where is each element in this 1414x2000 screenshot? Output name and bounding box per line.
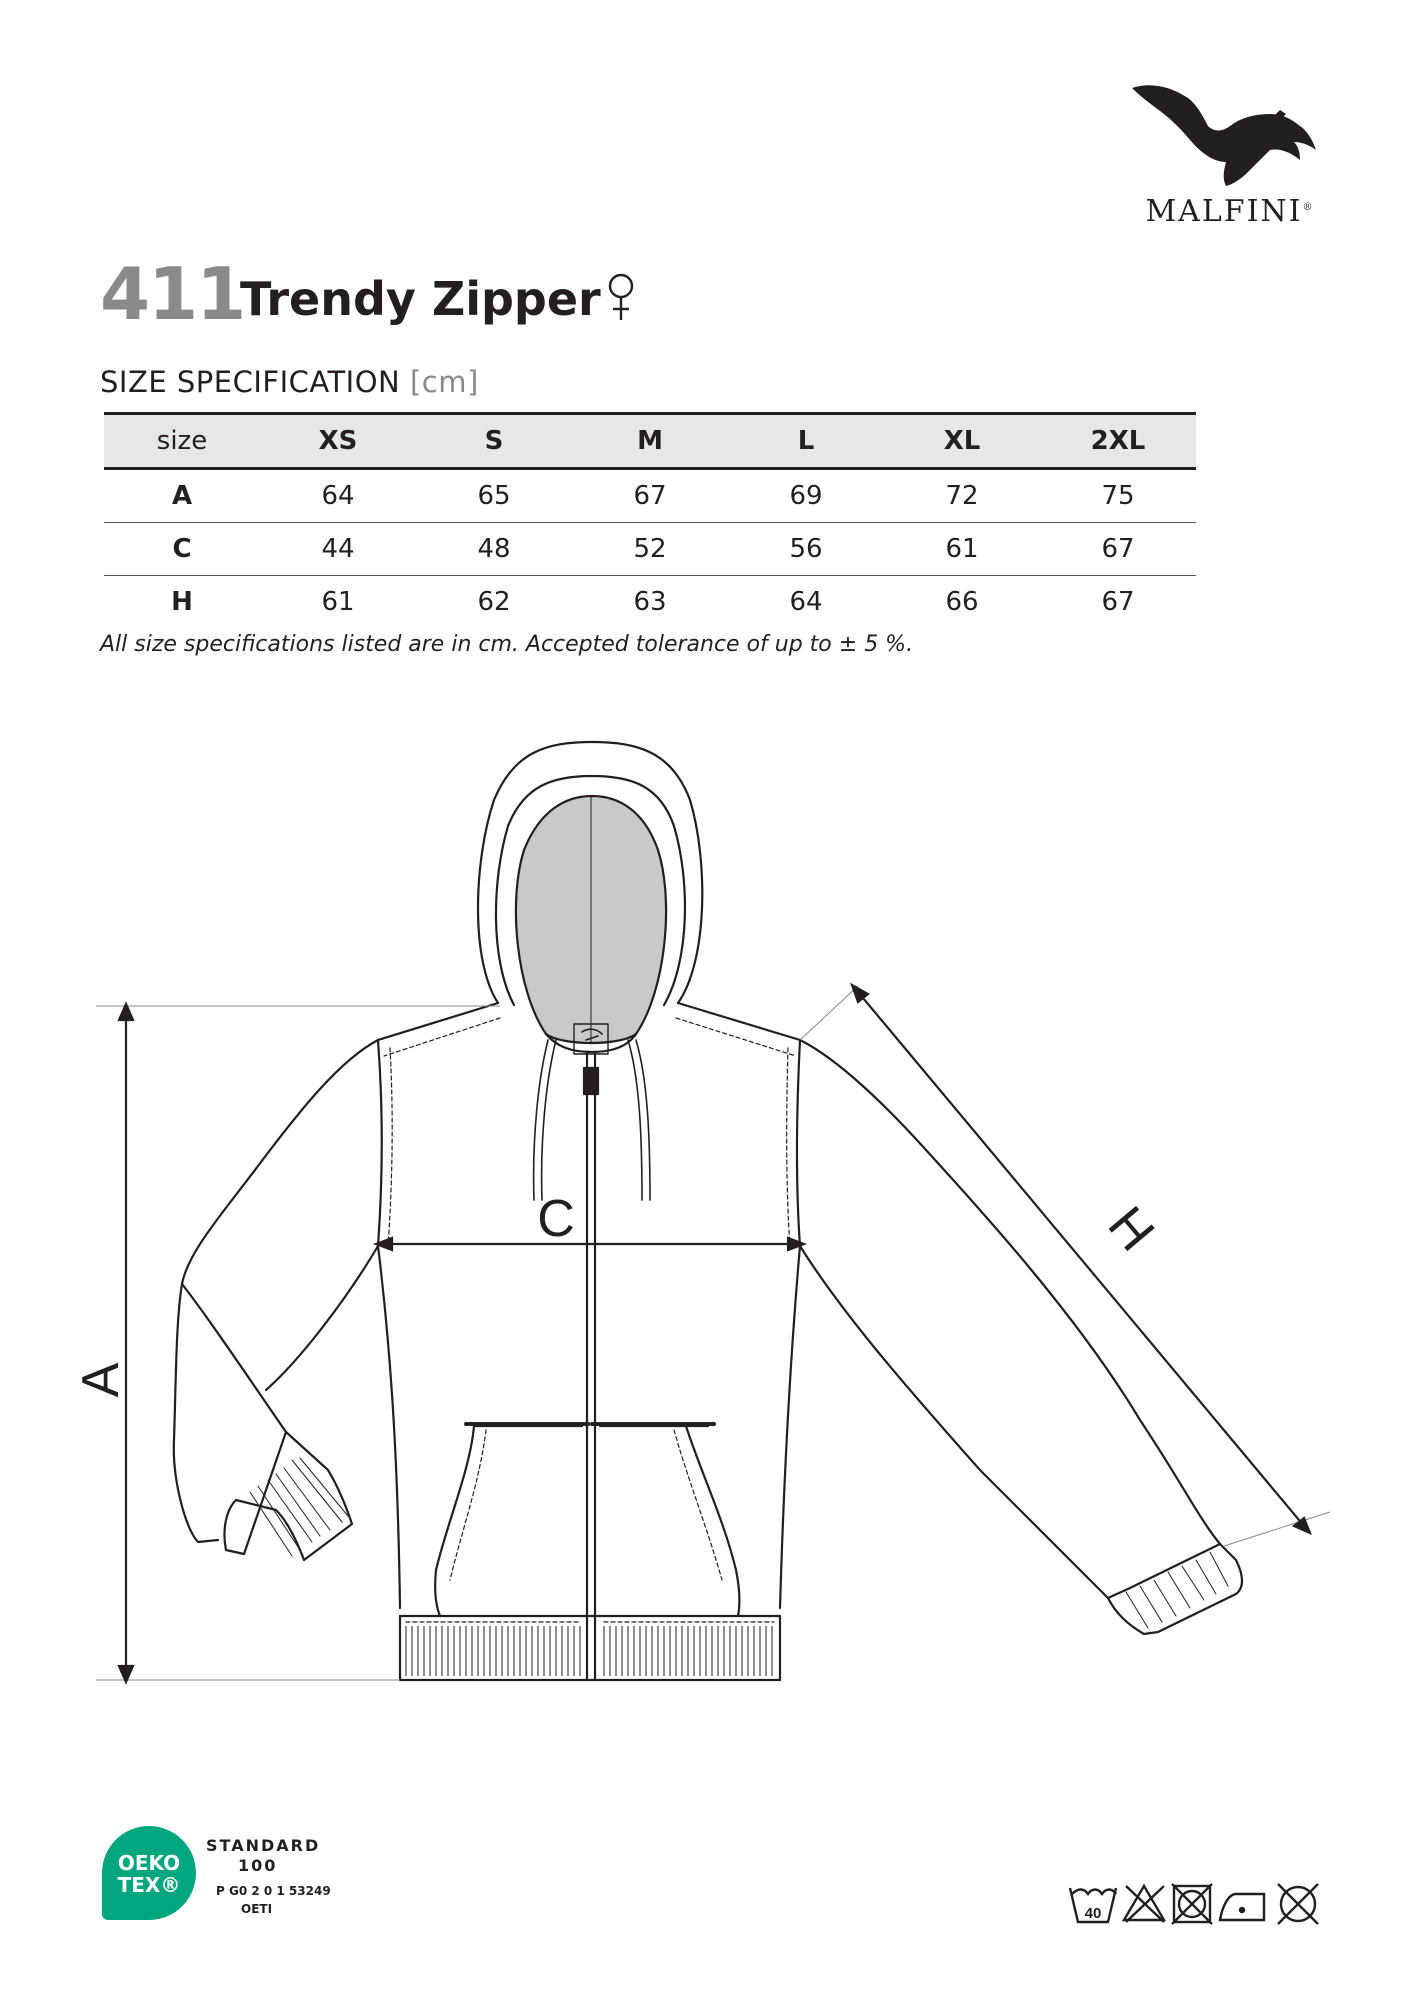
right-pocket <box>600 1426 739 1616</box>
brand-name: MALFINI® <box>1145 194 1315 229</box>
female-symbol-icon <box>606 272 636 324</box>
header-2xl: 2XL <box>1040 414 1196 469</box>
label-c: C <box>537 1190 575 1248</box>
table-row <box>104 576 1196 629</box>
oeko-standard-number: 100 <box>238 1856 278 1875</box>
header-s: S <box>416 414 572 469</box>
left-pocket <box>435 1426 582 1616</box>
right-cuff <box>1108 1544 1242 1634</box>
table-cell: 61 <box>884 523 1040 576</box>
header-xs: XS <box>260 414 416 469</box>
care-symbols <box>1068 1880 1328 1928</box>
no-dry-clean-icon <box>1278 1884 1318 1924</box>
oeko-certificate-code: P G0 2 0 1 53249 <box>216 1884 331 1898</box>
table-cell: 64 <box>789 587 823 617</box>
table-cell: 67 <box>572 469 728 523</box>
left-shoulder <box>378 1003 498 1040</box>
no-bleach-icon <box>1124 1886 1164 1922</box>
left-cuff <box>224 1432 352 1560</box>
label-a: A <box>72 1362 130 1398</box>
oeko-badge-line2: TEX® <box>117 1873 181 1897</box>
right-sleeve <box>800 1040 1220 1544</box>
wash-temp: 40 <box>1084 1905 1102 1922</box>
table-cell: 65 <box>416 469 572 523</box>
table-cell: 75 <box>1040 469 1196 523</box>
header-size: size <box>104 414 260 469</box>
header-xl: XL <box>884 414 1040 469</box>
right-shoulder <box>678 1003 800 1040</box>
waistband <box>400 1616 780 1680</box>
table-cell: 63 <box>633 587 667 617</box>
row-label: C <box>104 523 260 576</box>
table-cell: 62 <box>477 587 511 617</box>
table-header-row <box>104 414 1196 469</box>
size-table <box>104 412 1196 628</box>
table-cell: 56 <box>728 523 884 576</box>
oeko-standard: STANDARD <box>206 1836 321 1855</box>
spec-heading-text: SIZE SPECIFICATION <box>100 365 401 399</box>
table-cell: 66 <box>945 587 979 617</box>
product-name: Trendy Zipper <box>240 272 601 326</box>
table-cell: 67 <box>1101 587 1135 617</box>
measure-h-line <box>858 992 1304 1526</box>
eagle-logo-icon <box>1130 80 1320 190</box>
body-left-side <box>378 1040 400 1608</box>
header-m: M <box>572 414 728 469</box>
spec-unit: [cm] <box>409 365 479 399</box>
oeko-badge-line1: OEKO <box>117 1851 181 1875</box>
table-cell: 72 <box>884 469 1040 523</box>
left-sleeve <box>174 1040 378 1542</box>
table-row <box>104 469 1196 523</box>
label-h: H <box>1096 1196 1166 1263</box>
table-cell: 64 <box>260 469 416 523</box>
row-label: A <box>104 469 260 523</box>
header-l: L <box>728 414 884 469</box>
table-cell: 44 <box>260 523 416 576</box>
table-cell: 48 <box>416 523 572 576</box>
tolerance-footnote: All size specifications listed are in cm. Accepted tolerance of up to ± 5 %. <box>100 632 914 657</box>
product-number: 411 <box>100 252 245 336</box>
no-tumble-dry-icon <box>1172 1884 1212 1924</box>
spec-heading <box>100 365 479 399</box>
oeko-tex-badge <box>102 1826 196 1920</box>
oeko-institute: OETI <box>241 1902 273 1916</box>
row-label: H <box>171 587 193 617</box>
waistband-ribbing <box>406 1626 772 1676</box>
brand-logo <box>1100 80 1340 230</box>
table-row <box>104 523 1196 576</box>
table-cell: 52 <box>572 523 728 576</box>
table-cell: 67 <box>1040 523 1196 576</box>
wash-40-icon <box>1070 1888 1116 1922</box>
body-right-side <box>780 1040 800 1608</box>
table-cell: 61 <box>321 587 355 617</box>
hoodie-diagram <box>0 700 1414 1700</box>
table-cell: 69 <box>728 469 884 523</box>
iron-low-icon <box>1220 1894 1264 1920</box>
